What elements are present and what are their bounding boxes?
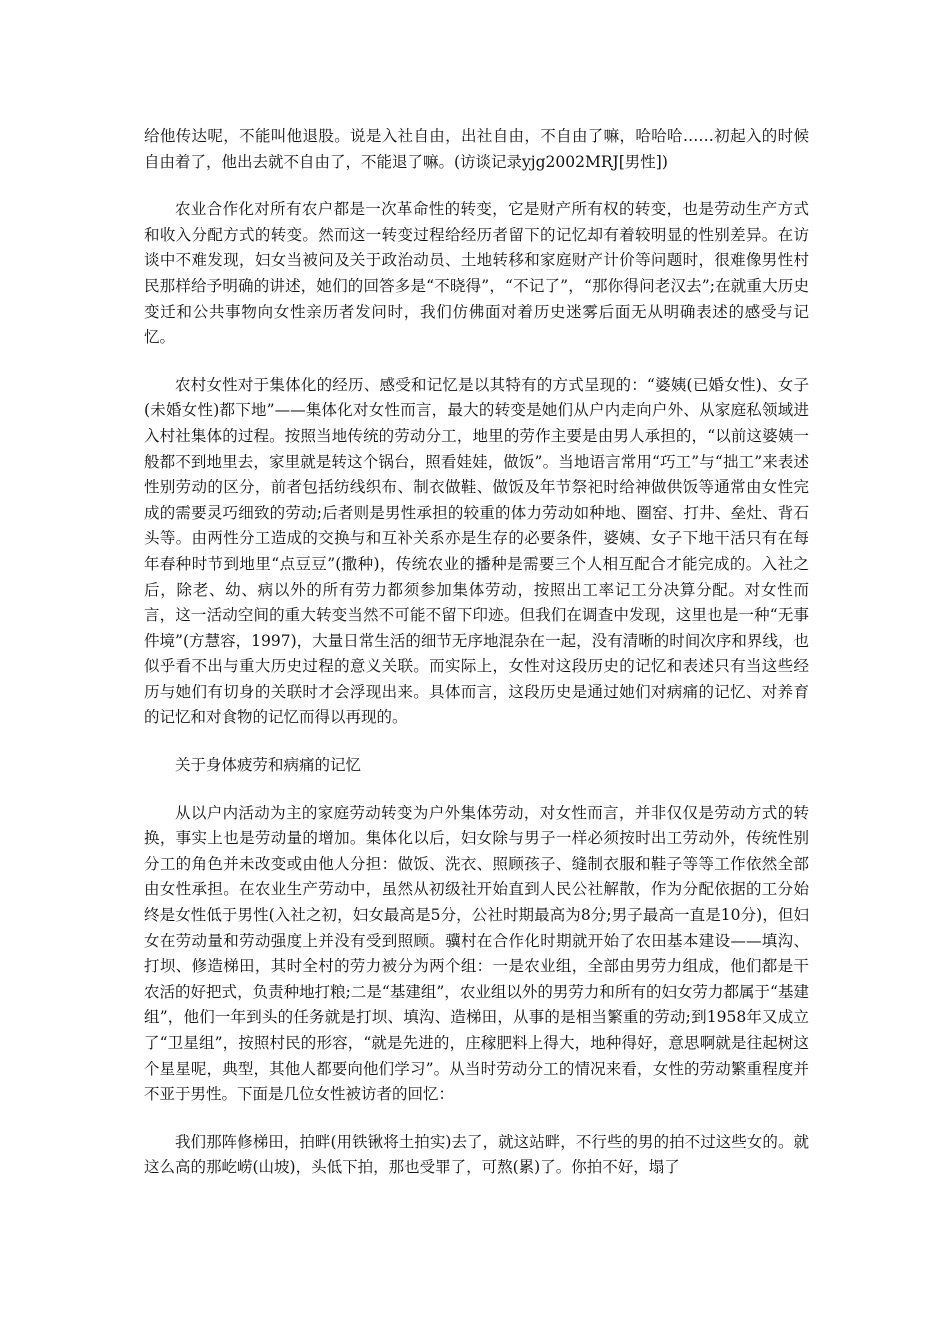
- paragraph-gap: [144, 731, 809, 753]
- section-heading-fatigue-illness: 关于身体疲劳和病痛的记忆: [175, 756, 362, 775]
- paragraph-labor-division: 从以户内活动为主的家庭劳动转变为户外集体劳动，对女性而言，并非仅仅是劳动方式的转换，事实上也是劳动量的增加。集体化以后，妇女除与男子一样必须按时出工劳动外，传统性别分工的角色并未改变或由他人分担：做饭、洗衣、照顾孩子、缝制衣服和鞋子等等工作依然全部由女性承担。在农业生产劳动中，虽然从初级社开始直到人民公社解散，作为分配依据的工分始终是女性低于男性(入社之初，妇女最高是5分，公社时期最高为8分;男子最高一直是10分)，但妇女在劳动量和劳动强度上并没有受到照顾。骥村在合作化时期就开始了农田基本建设——填沟、打坝、修造梯田，其时全村的劳力被分为两个组：一是农业组，全部由男劳力组成，他们都是干农活的好把式，负责种地打粮;二是“基建组”，农业组以外的男劳力和所有的妇女劳力都属于“基建组”，他们一年到头的任务就是打坝、填沟、造梯田，从事的是相当繁重的劳动;到1958年又成立了“卫星组”，按照村民的形容，“就是先进的，庄稼肥料上得大，地种得好，意思啊就是往起树这个星星呢，典型，其他人都要向他们学习”。从当时劳动分工的情况来看，女性的劳动繁重程度并不亚于男性。下面是几位女性被访者的回忆：: [144, 803, 809, 1104]
- paragraph-gap: [144, 779, 809, 801]
- paragraph-interview-quote-end: 给他传达呢，不能叫他退股。说是入社自由，出社自由，不自由了嘛，哈哈哈……初起入的时候自由着了，他出去就不自由了，不能退了嘛。(访谈记录yjg2002MRJ[男性]): [144, 127, 809, 171]
- paragraph-gap: [144, 351, 809, 373]
- paragraph-cooperativization: 农业合作化对所有农户都是一次革命性的转变，它是财产所有权的转变，也是劳动生产方式和收入分配方式的转变。然而这一转变过程给经历者留下的记忆却有着较明显的性别差异。在访谈中不难发现，妇女当被问及关于政治动员、土地转移和家庭财产计价等问题时，很难像男性村民那样给予明确的讲述，她们的回答多是“不晓得”，“不记了”，“那你得问老汉去”;在就重大历史变迁和公共事物向女性亲历者发问时，我们仿佛面对着历史迷雾后面无从明确表述的感受与记忆。: [144, 200, 809, 347]
- paragraph-women-collective-memory: 农村女性对于集体化的经历、感受和记忆是以其特有的方式呈现的：“婆姨(已婚女性)、女子(未婚女性)都下地”——集体化对女性而言，最大的转变是她们从户内走向户外、从家庭私领域进入村社集体的过程。按照当地传统的劳动分工，地里的劳作主要是由男人承担的，“以前这婆姨一般都不到地里去，家里就是转这个锅台，照看娃娃，做饭”。当地语言常用“巧工”与“拙工”来表述性别劳动的区分，前者包括纺线织布、制衣做鞋、做饭及年节祭祀时给神做供饭等通常由女性完成的需要灵巧细致的劳动;后者则是男性承担的较重的体力劳动如种地、圈窑、打井、垒灶、背石头等。由两性分工造成的交换与和互补关系亦是生存的必要条件，婆姨、女子下地干活只有在每年春种时节到地里“点豆豆”(撒种)，传统农业的播种是需要三个人相互配合才能完成的。入社之后，除老、幼、病以外的所有劳力都须参加集体劳动，按照出工率记工分决算分配。对女性而言，这一活动空间的重大转变当然不可能不留下印迹。但我们在调查中发现，这里也是一种“无事件境”(方慧容，1997)，大量日常生活的细节无序地混杂在一起，没有清晰的时间次序和界线，也似乎看不出与重大历史过程的意义关联。而实际上，女性对这段历史的记忆和表述只有当这些经历与她们有切身的关联时才会浮现出来。具体而言，这段历史是通过她们对病痛的记忆、对养育的记忆和对食物的记忆而得以再现的。: [144, 375, 809, 727]
- paragraph-gap: [144, 175, 809, 197]
- paragraph-terrace-recollection: 我们那阵修梯田，拍畔(用铁锹将土拍实)去了，就这站畔，不行些的男的拍不过这些女的。就这么高的那屹崂(山坡)，头低下拍，那也受罪了，可熬(累)了。你拍不好，塌了: [144, 1132, 809, 1177]
- paragraph-gap: [144, 1108, 809, 1130]
- document-body: [144, 124, 809, 1181]
